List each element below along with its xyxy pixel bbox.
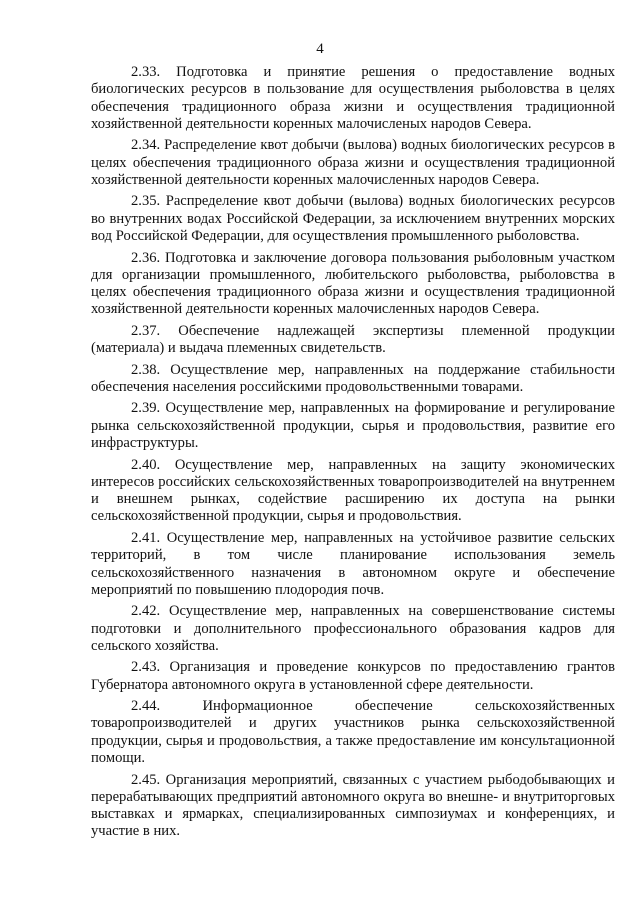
paragraph-2-33: 2.33. Подготовка и принятие решения о предоставление водных биологических ресурсов в пользование для осуществления рыболовства в целях обеспечения традиционного образа жизни и осуществления традиционной хозяйственной деятельности коренных малочисленых народов Севера. [91, 64, 615, 132]
paragraph-2-43: 2.43. Организация и проведение конкурсов по предоставлению грантов Губернатора автономного округа в установленной сфере деятельности. [91, 659, 615, 693]
document-body [91, 64, 615, 845]
paragraph-2-36: 2.36. Подготовка и заключение договора пользования рыболовным участком для организации промышленного, любительского рыболовства, рыболовства в целях обеспечения традиционного образа жизни и осуществления традиционной хозяйственной деятельности коренных малочисленных народов Севера. [91, 249, 615, 318]
paragraph-2-37: 2.37. Обеспечение надлежащей экспертизы племенной продукции (материала) и выдача племенных свидетельств. [91, 322, 615, 357]
paragraph-2-41: 2.41. Осуществление мер, направленных на устойчивое развитие сельских территорий, в том числе планирование использования земель сельскохозяйственного назначения в автономном округе и обеспечение мероприятий по повышению плодородия почв. [91, 529, 615, 598]
page-number: 4 [316, 41, 324, 57]
paragraph-2-45: 2.45. Организация мероприятий, связанных с участием рыбодобывающих и перерабатывающих предприятий автономного округа во внешне- и внутриторговых выставках и ярмарках, специализированных симпозиумах и конференциях, и участие в них. [91, 771, 615, 840]
paragraph-2-42: 2.42. Осуществление мер, направленных на совершенствование системы подготовки и дополнительного профессионального образования кадров для сельского хозяйства. [91, 603, 615, 654]
paragraph-2-44: 2.44. Информационное обеспечение сельскохозяйственных товаропроизводителей и других участников рынка сельскохозяйственной продукции, сырья и продовольствия, а также предоставление им консультационной помощи. [91, 698, 615, 767]
paragraph-2-40: 2.40. Осуществление мер, направленных на защиту экономических интересов российских сельскохозяйственных товаропроизводителей на внутреннем и внешнем рынках, содействие расширению их доступа на рынки сельскохозяйственной продукции, сырья и продовольствия. [91, 456, 615, 525]
paragraph-2-35: 2.35. Распределение квот добычи (вылова) водных биологических ресурсов во внутренних водах Российской Федерации, за исключением внутренних морских вод Российской Федерации, для осуществления промышленного рыболовства. [91, 193, 615, 245]
paragraph-2-39: 2.39. Осуществление мер, направленных на формирование и регулирование рынка сельскохозяйственной продукции, сырья и продовольствия, развитие его инфраструктуры. [91, 400, 615, 452]
paragraph-2-34: 2.34. Распределение квот добычи (вылова) водных биологических ресурсов в целях обеспечения традиционного образа жизни и осуществления традиционной хозяйственной деятельности коренных малочисленных народов Севера. [91, 137, 615, 188]
paragraph-2-38: 2.38. Осуществление мер, направленных на поддержание стабильности обеспечения населения российскими продовольственными товарами. [91, 361, 615, 395]
